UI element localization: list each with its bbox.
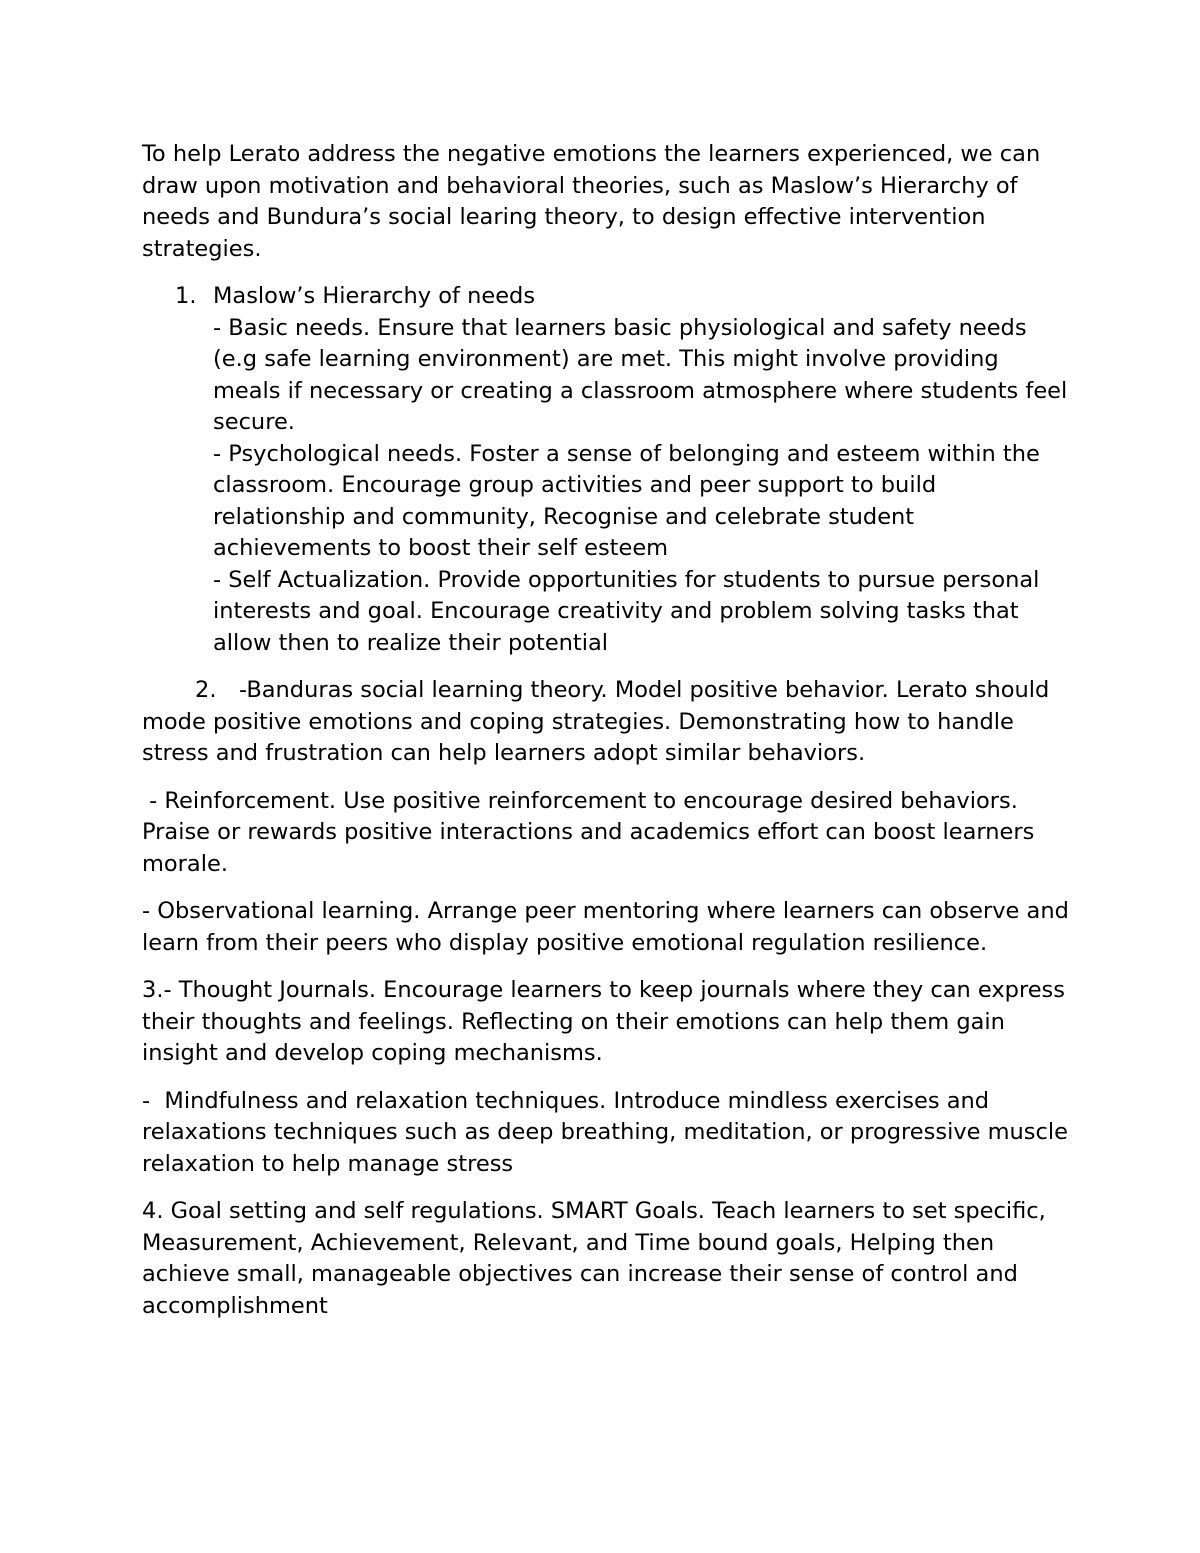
basic-needs-text: - Basic needs. Ensure that learners basic physiological and safety needs (e.g safe learning environment) are met. This might involve providing meals if necessary or creating a classroom atmosphere where students feel secure.	[213, 314, 1068, 435]
list-item-bandura	[142, 675, 1072, 770]
psychological-needs-text: - Psychological needs. Foster a sense of belonging and esteem within the classroom. Encourage group activities and peer support to build relationship and community, Recognise and celebrate student achievements to boost their self esteem	[213, 440, 1040, 561]
mindfulness-paragraph: - Mindfulness and relaxation techniques. Introduce mindless exercises and relaxations techniques such as deep breathing, meditation, or progressive muscle relaxation to help manage stress	[142, 1087, 1076, 1177]
reinforcement-paragraph: - Reinforcement. Use positive reinforcement to encourage desired behaviors. Praise or rewards positive interactions and academics effort can boost learners morale.	[142, 787, 1042, 877]
thought-journals-paragraph: 3.- Thought Journals. Encourage learners to keep journals where they can express their thoughts and feelings. Reflecting on their emotions can help them gain insight and develop coping mechanisms.	[142, 977, 1065, 1066]
list-number-2: 2.	[195, 677, 217, 703]
maslow-title: Maslow’s Hierarchy of needs	[213, 283, 536, 309]
list-item-maslow	[142, 281, 1072, 659]
goal-setting-paragraph: 4. Goal setting and self regulations. SMART Goals. Teach learners to set specific, Measurement, Achievement, Relevant, and Time bound goals, Helping then achieve small, manageable objectives can increase their sense of control and accomplishment	[142, 1198, 1046, 1319]
bandura-text: -Banduras social learning theory. Model positive behavior. Lerato should mode positive emotions and coping strategies. Demonstrating how to handle stress and frustration can help learners adopt similar behaviors.	[142, 677, 1050, 766]
self-actualization-text: - Self Actualization. Provide opportunities for students to pursue personal interests and goal. Encourage creativity and problem solving tasks that allow then to realize their potential	[213, 566, 1040, 656]
observational-learning-paragraph: - Observational learning. Arrange peer mentoring where learners can observe and learn from their peers who display positive emotional regulation resilience.	[142, 898, 1069, 956]
list-number-1: 1.	[175, 283, 197, 309]
document-body	[142, 139, 1076, 1338]
intro-paragraph: To help Lerato address the negative emotions the learners experienced, we can draw upon motivation and behavioral theories, such as Maslow’s Hierarchy of needs and Bundura’s social learing theory, to design effective intervention strategies.	[142, 141, 1041, 262]
